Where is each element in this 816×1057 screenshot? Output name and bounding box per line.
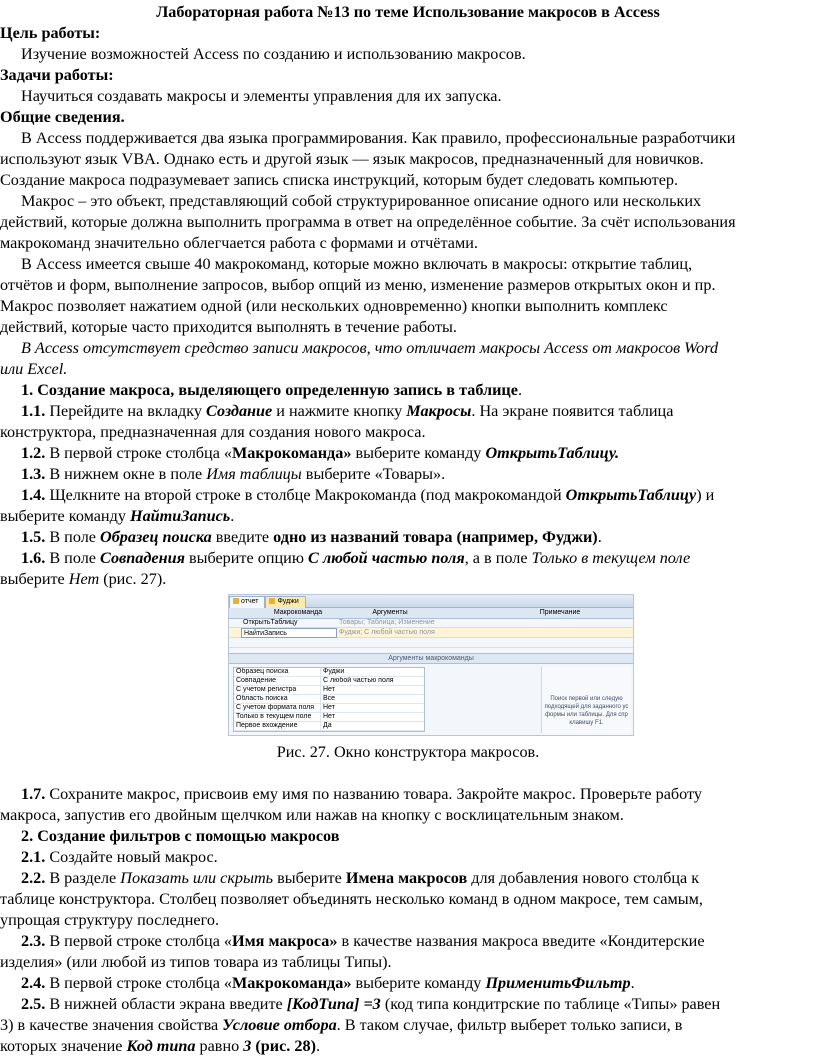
step-2-4 (0, 973, 816, 994)
argument-name: С учетом регистра (234, 686, 321, 694)
text-line: упрощая структуру последнего. (0, 911, 219, 929)
argument-name: Совпадение (234, 677, 321, 685)
argument-row[interactable] (234, 695, 424, 704)
macro-icon (269, 598, 275, 604)
tab-fuji-macro[interactable] (265, 596, 305, 608)
emphasis: ОткрытьТаблицу (565, 486, 697, 504)
text-span: Перейдите на вкладку (45, 402, 207, 420)
figure-caption: Рис. 27. Окно конструктора макросов. (276, 743, 540, 761)
text-span: В первой строке столбца « (45, 444, 233, 462)
argument-row[interactable] (234, 713, 424, 722)
help-text: Поиск первой или следую подходящей для заданного ус формы или таблицы. Для спр клавишу F1. (541, 667, 631, 733)
table-row[interactable] (229, 638, 633, 648)
general-paragraph-1 (0, 128, 816, 191)
text-line: или Excel. (0, 360, 68, 378)
step-number: 1.5. (21, 528, 46, 546)
emphasis: Макросы (406, 402, 472, 420)
text-line (0, 994, 816, 1015)
document-tabs (229, 595, 633, 608)
step-1-1 (0, 401, 816, 443)
emphasis: Совпадения (100, 549, 185, 567)
text-span: В первой строке столбца « (45, 932, 233, 950)
text-span: введите (211, 528, 274, 546)
emphasis: Условие отбора (222, 1016, 337, 1034)
step-1-5 (0, 527, 816, 548)
tab-label: отчет (241, 598, 259, 605)
macro-designer-figure (228, 594, 634, 736)
general-paragraph-4 (0, 338, 816, 380)
emphasis: Только в текущем поле (531, 549, 691, 567)
tab-label: Фуджи (277, 598, 299, 605)
step-number: 1.3. (21, 465, 46, 483)
tasks-text: Научиться создавать макросы и элементы управления для их запуска. (21, 87, 502, 105)
text-line: макрокоманд значительно облегчается работа с формами и отчётами. (0, 234, 478, 252)
emphasis: Макрокоманда» (232, 974, 352, 992)
emphasis: С любой частью поля (307, 549, 465, 567)
argument-value[interactable]: Нет (323, 704, 335, 711)
argument-name: Область поиска (234, 695, 321, 703)
general-paragraph-2 (0, 191, 816, 254)
text-span: В первой строке столбца « (45, 974, 233, 992)
text-span: . (597, 528, 602, 546)
section2-heading (0, 826, 816, 847)
text-line: таблице конструктора. Столбец позволяет объединять несколько команд в одном макросе, тем самым, (0, 890, 703, 908)
section1-heading: 1. Создание макроса, выделяющего определенную запись в таблице. (21, 381, 522, 399)
action-arguments-panel (229, 653, 633, 735)
text-line (0, 401, 816, 422)
spacer (0, 763, 816, 784)
text-span: выберите (0, 570, 69, 588)
goal-heading: Цель работы: (0, 24, 101, 42)
emphasis: Имя таблицы (206, 465, 302, 483)
column-header-action: Макрокоманда (273, 609, 323, 616)
text-line: Макрос позволяет нажатием одной (или нескольких одновременно) кнопки выполнить комплекс (0, 297, 668, 315)
text-line: Создание макроса подразумевает запись списка инструкций, которым будет следовать компьютер. (0, 171, 679, 189)
emphasis: Образец поиска (100, 528, 212, 546)
text-span: В поле (45, 528, 101, 546)
text-span: Щелкните на второй строке в столбце Макрокоманда (под макрокомандой (45, 486, 566, 504)
text-line: макроса, запустив его двойным щелчком или нажав на кнопку с восклицательным знаком. (0, 806, 624, 824)
text-line (0, 506, 816, 527)
text-line (0, 485, 816, 506)
text-span: . (630, 974, 635, 992)
text-span: Сохраните макрос, присвоив ему имя по названию товара. Закройте макрос. Проверьте работу (45, 785, 702, 803)
step-1-7 (0, 784, 816, 826)
argument-value[interactable]: Да (323, 722, 332, 729)
text-span: . (230, 507, 235, 525)
argument-name: Первое вхождение (234, 722, 321, 730)
text-span: которых значение (0, 1037, 127, 1055)
text-line (0, 931, 816, 952)
text-span: выберите команду (0, 507, 130, 525)
argument-value[interactable]: Нет (323, 713, 335, 720)
text-line: Макрос – это объект, представляющий собой структурированное описание одного или нескольких (21, 192, 702, 210)
argument-row[interactable] (234, 722, 424, 731)
section2-heading-text: 2. Создание фильтров с помощью макросов (21, 827, 340, 845)
step-number: 1.1. (21, 402, 46, 420)
text-line: действий, которые часто приходится выполнять в течение работы. (0, 318, 457, 336)
step-2-2 (0, 868, 816, 931)
emphasis: Макрокоманда» (232, 444, 352, 462)
goal-text: Изучение возможностей Access по созданию и использованию макросов. (21, 45, 526, 63)
argument-row[interactable] (234, 677, 424, 686)
text-span: выберите «Товары». (301, 465, 446, 483)
text-line: В Access имеется свыше 40 макрокоманд, которые можно включать в макросы: открытие таблиц, (21, 255, 693, 273)
text-span: (код типа кондитрские по таблице «Типы» равен (380, 995, 721, 1013)
text-line (0, 1036, 816, 1057)
text-line: отчётов и форм, выполнение запросов, выбор опций из меню, изменение размеров открытых окон и пр. (0, 276, 716, 294)
argument-name: С учетом формата поля (234, 704, 321, 712)
row-action[interactable]: ОткрытьТаблицу (243, 619, 298, 626)
step-1-3 (0, 464, 816, 485)
text-span: выберите команду (351, 974, 486, 992)
text-span: (рис. 27). (99, 570, 167, 588)
text-span: . На экране появится таблица (471, 402, 674, 420)
text-span: В поле (45, 549, 101, 567)
step-number: 2.3. (21, 932, 46, 950)
column-header-comment: Примечание (539, 609, 581, 616)
step-number: 2.1. (21, 848, 46, 866)
text-span: выберите (273, 869, 346, 887)
step-number: 1.2. (21, 444, 46, 462)
text-span: . (315, 1037, 321, 1055)
step-2-1 (0, 847, 816, 868)
step-number: 1.4. (21, 486, 46, 504)
text-line: В Access отсутствует средство записи макросов, что отличает макросы Access от макросов Word (21, 339, 719, 357)
tasks-heading: Задачи работы: (0, 66, 114, 84)
text-span: и нажмите кнопку (272, 402, 407, 420)
arguments-title: Аргументы макрокоманды (229, 653, 633, 664)
tab-report[interactable] (229, 596, 265, 608)
argument-row[interactable] (234, 704, 424, 713)
text-line: действий, которые должна выполнить программа в ответ на определённое событие. За счёт использования (0, 213, 736, 231)
report-icon (233, 598, 239, 604)
text-span: Создайте новый макрос. (45, 848, 218, 866)
row-arguments: Товары; Таблица; Изменение (339, 619, 435, 626)
text-span: ) и (696, 486, 715, 504)
section1-heading-text: 1. Создание макроса, выделяющего определенную запись в таблице (21, 381, 518, 399)
emphasis: Создание (206, 402, 273, 420)
step-number: 1.7. (21, 785, 46, 803)
text-line: конструктора, предназначенная для создания нового макроса. (0, 423, 426, 441)
step-number: 2.2. (21, 869, 46, 887)
argument-name: Образец поиска (234, 668, 321, 676)
text-line (0, 1015, 816, 1036)
step-1-4 (0, 485, 816, 527)
step-number: 1.6. (21, 549, 46, 567)
row-action[interactable]: НайтиЗапись (241, 628, 337, 638)
argument-row[interactable] (234, 668, 424, 677)
text-span: равно (195, 1037, 244, 1055)
argument-value[interactable]: С любой частью поля (323, 677, 394, 684)
text-line: используют язык VBA. Однако есть и другой язык — язык макросов, предназначенный для новичков. (0, 150, 704, 168)
step-1-2 (0, 443, 816, 464)
text-line (0, 548, 816, 569)
text-span: . В таком случае, фильтр выберет только записи, в (336, 1016, 683, 1034)
text-line (0, 868, 816, 889)
general-paragraph-3 (0, 254, 816, 338)
argument-name: Только в текущем поле (234, 713, 321, 721)
emphasis: 3 (243, 1037, 252, 1055)
page-title: Лабораторная работа №13 по теме Использование макросов в Access (156, 3, 660, 21)
text-line: изделия» (или любой из типов товара из таблицы Типы). (0, 953, 392, 971)
step-2-5 (0, 994, 816, 1057)
step-2-3 (0, 931, 816, 973)
text-span: В нижней области экрана введите (45, 995, 287, 1013)
row-arguments: Фуджи; С любой частью поля (339, 629, 435, 636)
emphasis: (рис. 28) (251, 1037, 316, 1055)
text-span: , а в поле (464, 549, 532, 567)
emphasis: Имена макросов (345, 869, 468, 887)
emphasis: ОткрытьТаблицу. (485, 444, 620, 462)
step-number: 2.5. (21, 995, 46, 1013)
text-span: 3) в качестве значения свойства (0, 1016, 223, 1034)
argument-value[interactable]: Нет (323, 686, 335, 693)
text-line (0, 569, 816, 590)
text-span: для добавления нового столбца к (467, 869, 700, 887)
column-header-arguments: Аргументы (372, 609, 408, 616)
emphasis: НайтиЗапись (129, 507, 231, 525)
general-heading: Общие сведения. (0, 108, 125, 126)
step-1-6 (0, 548, 816, 590)
text-span: в качестве названия макроса введите «Кондитерские (337, 932, 705, 950)
text-span: выберите команду (351, 444, 486, 462)
text-line: В Access поддерживается два языка программирования. Как правило, профессиональные разработчики (21, 129, 736, 147)
argument-value[interactable]: Все (323, 695, 336, 702)
emphasis: ПрименитьФильтр (485, 974, 631, 992)
macro-grid (229, 608, 633, 637)
emphasis: Имя макроса» (232, 932, 338, 950)
text-line (0, 784, 816, 805)
text-span: выберите опцию (184, 549, 308, 567)
text-span: В нижнем окне в поле (45, 465, 207, 483)
emphasis: Нет (68, 570, 100, 588)
argument-row[interactable] (234, 686, 424, 695)
emphasis: одно из названий товара (например, Фуджи) (273, 528, 598, 546)
argument-value[interactable]: Фуджи (323, 668, 345, 675)
emphasis: [КодТипа] =3 (286, 995, 381, 1013)
text-span: В разделе (45, 869, 121, 887)
emphasis: Код типа (126, 1037, 196, 1055)
arguments-table (233, 667, 425, 732)
emphasis: Показать или скрыть (120, 869, 274, 887)
step-number: 2.4. (21, 974, 46, 992)
